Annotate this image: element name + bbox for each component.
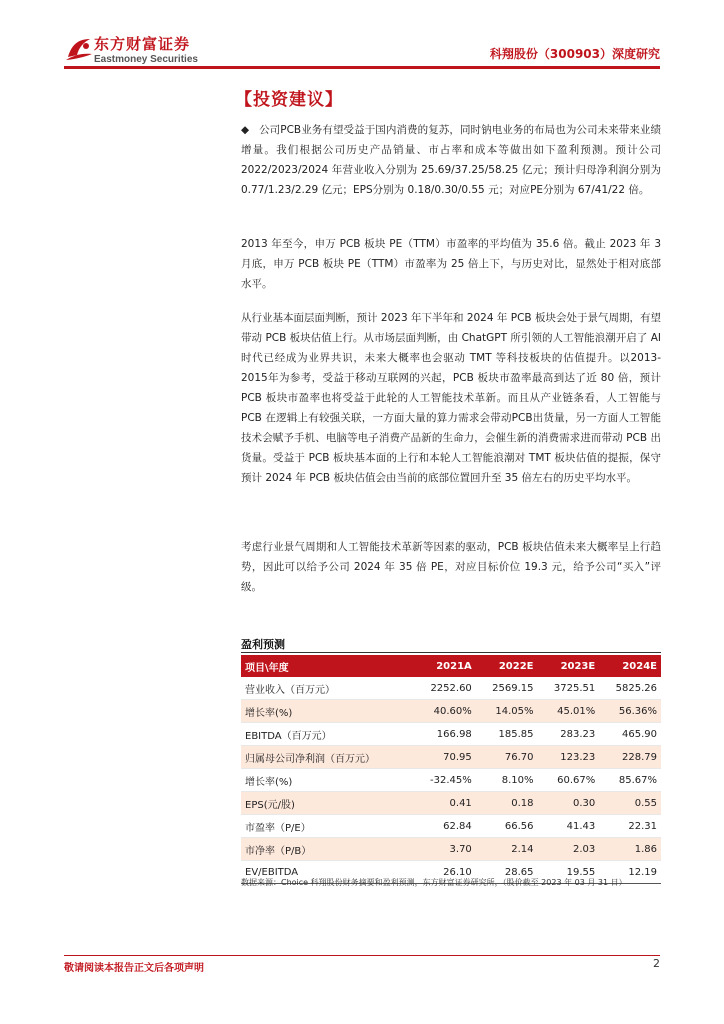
table-cell: 8.10%	[476, 769, 538, 792]
table-row	[241, 815, 661, 838]
row-label: EV/EBITDA	[241, 861, 414, 884]
section-title: 【投资建议】	[235, 90, 343, 110]
paragraph-1	[241, 120, 661, 200]
row-label: EBITDA（百万元）	[241, 723, 414, 746]
table-cell: 0.55	[599, 792, 661, 815]
page-header	[0, 0, 724, 78]
paragraph-3: 从行业基本面层面判断，预计 2023 年下半年和 2024 年 PCB 板块会处于景气周期，有望带动 PCB 板块估值上行。从市场层面判断，由 ChatGPT 所引领的人工智能浪潮开启了 AI 时代已经成为业界共识，未来大概率也会驱动 TMT 等科技板块的估值提升。以2013-2015年为参考，受益于移动互联网的兴起，PCB 板块市盈率最高到达了近 80 倍，预计 PCB 板块市盈率也将受益于此轮的人工智能技术革新。而且从产业链条看，人工智能与 PCB 在逻辑上有较强关联，一方面大量的算力需求会带动PCB出货量，另一方面人工智能技术会赋予手机、电脑等电子消费产品新的生命力，会催生新的消费需求进而带动 PCB 出货量。受益于 PCB 板块基本面的上行和本轮人工智能浪潮对 TMT 板块估值的提振，保守预计 2024 年 PCB 板块估值会由当前的底部位置回升至 35 倍左右的历史平均水平。	[241, 312, 661, 484]
header-cell: 2024E	[599, 655, 661, 677]
table-cell: 465.90	[599, 723, 661, 746]
table-cell: 19.55	[538, 861, 600, 884]
header-cell: 2023E	[538, 655, 600, 677]
row-label: 归属母公司净利润（百万元）	[241, 746, 414, 769]
table-cell: 283.23	[538, 723, 600, 746]
table-cell: 2.14	[476, 838, 538, 861]
footer-divider	[64, 955, 660, 956]
diamond-bullet-icon: ◆	[241, 124, 250, 136]
logo-english-name: Eastmoney Securities	[94, 54, 198, 65]
table-row	[241, 792, 661, 815]
table-cell: 70.95	[414, 746, 476, 769]
table-cell: 14.05%	[476, 700, 538, 723]
table-cell: 2569.15	[476, 677, 538, 700]
table-cell: 28.65	[476, 861, 538, 884]
table-cell: 66.56	[476, 815, 538, 838]
header-cell: 2022E	[476, 655, 538, 677]
table-cell: 62.84	[414, 815, 476, 838]
paragraph-4: 考虑行业景气周期和人工智能技术革新等因素的驱动，PCB 板块估值未来大概率呈上行趋势，因此可以给予公司 2024 年 35 倍 PE，对应目标价位 19.3 元，给予公司“买入”评级。	[241, 541, 661, 593]
disclaimer-note: 敬请阅读本报告正文后各项声明	[64, 963, 204, 974]
table-cell: 3.70	[414, 838, 476, 861]
table-cell: -32.45%	[414, 769, 476, 792]
table-cell: 26.10	[414, 861, 476, 884]
table-title-divider	[241, 652, 661, 653]
table-cell: 166.98	[414, 723, 476, 746]
row-label: 增长率(%)	[241, 769, 414, 792]
table-cell: 41.43	[538, 815, 600, 838]
table-cell: 76.70	[476, 746, 538, 769]
paragraph-2: 2013 年至今，申万 PCB 板块 PE（TTM）市盈率的平均值为 35.6 倍。截止 2023 年 3 月底，申万 PCB 板块 PE（TTM）市盈率为 25 倍上下，与历史对比，显然处于相对底部水平。	[241, 238, 661, 290]
table-cell: 5825.26	[599, 677, 661, 700]
paragraph-1-text: 公司PCB业务有望受益于国内消费的复苏，同时钠电业务的布局也为公司未来带来业绩增量。我们根据公司历史产品销量、市占率和成本等做出如下盈利预测。预计公司 2022/2023/2024 年营业收入分别为 25.69/37.25/58.25 亿元；预计归母净利润分别为 0.77/1.23/2.29 亿元；EPS分别为 0.18/0.30/0.55 元；对应PE分别为 67/41/22 倍。	[241, 124, 661, 196]
table-cell: 185.85	[476, 723, 538, 746]
table-row	[241, 723, 661, 746]
header-cell: 2021A	[414, 655, 476, 677]
table-cell: 0.18	[476, 792, 538, 815]
table-cell: 2252.60	[414, 677, 476, 700]
header-cell: 项目\年度	[241, 655, 414, 677]
data-source-note: 数据来源：Choice 科翔股份财务摘要和盈利预测，东方财富证券研究所，（股价截至 2023 年 03 月 31 日）	[241, 878, 627, 887]
table-cell: 12.19	[599, 861, 661, 884]
table-cell: 45.01%	[538, 700, 600, 723]
table-cell: 2.03	[538, 838, 600, 861]
table-cell: 0.30	[538, 792, 600, 815]
eastmoney-logo-icon	[64, 33, 94, 63]
table-cell: 85.67%	[599, 769, 661, 792]
table-cell: 40.60%	[414, 700, 476, 723]
brand-logo	[64, 33, 214, 69]
table-row	[241, 746, 661, 769]
page-number: 2	[653, 957, 660, 970]
row-label: 市盈率（P/E）	[241, 815, 414, 838]
logo-chinese-name: 东方财富证券	[94, 35, 191, 53]
table-row	[241, 700, 661, 723]
row-label: 营业收入（百万元）	[241, 677, 414, 700]
table-cell: 123.23	[538, 746, 600, 769]
table-row	[241, 838, 661, 861]
table-row	[241, 769, 661, 792]
table-cell: 0.41	[414, 792, 476, 815]
earnings-forecast-table	[241, 655, 661, 884]
row-label: 市净率（P/B）	[241, 838, 414, 861]
table-cell: 22.31	[599, 815, 661, 838]
table-title: 盈利预测	[241, 638, 285, 651]
table-cell: 1.86	[599, 838, 661, 861]
row-label: 增长率(%)	[241, 700, 414, 723]
table-cell: 228.79	[599, 746, 661, 769]
report-title: 科翔股份（300903）深度研究	[489, 47, 660, 61]
table-cell: 3725.51	[538, 677, 600, 700]
row-label: EPS(元/股)	[241, 792, 414, 815]
table-cell: 56.36%	[599, 700, 661, 723]
table-cell: 60.67%	[538, 769, 600, 792]
table-row	[241, 677, 661, 700]
header-divider	[64, 66, 660, 69]
table-header-row	[241, 655, 661, 677]
